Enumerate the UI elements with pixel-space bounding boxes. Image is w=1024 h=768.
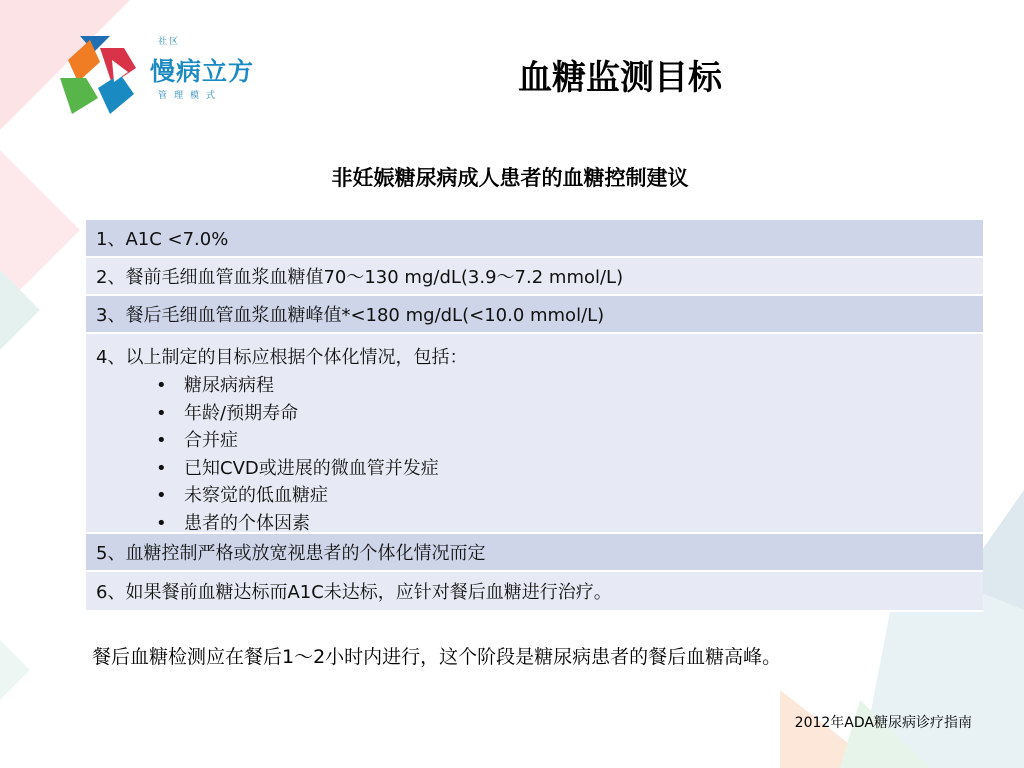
list-item: • 患者的个体因素	[156, 510, 439, 538]
logo-sub-text: 管理模式	[158, 91, 223, 101]
row-text: 2、餐前毛细血管血浆血糖值70～130 mg/dL(3.9～7.2 mmol/L)	[96, 267, 624, 288]
list-item: • 已知CVD或进展的微血管并发症	[156, 455, 439, 483]
row-text: 5、血糖控制严格或放宽视患者的个体化情况而定	[96, 543, 486, 564]
row-text: 1、A1C <7.0%	[96, 229, 229, 250]
logo-main-text: 慢病立方	[150, 57, 255, 86]
table-row	[86, 534, 983, 572]
table-row	[86, 334, 983, 534]
list-item: • 未察觉的低血糖症	[156, 482, 439, 510]
table-row	[86, 296, 983, 334]
list-item: • 合并症	[156, 427, 439, 455]
table-row	[86, 258, 983, 296]
row-text: 6、如果餐前血糖达标而A1C未达标，应针对餐后血糖进行治疗。	[96, 582, 612, 603]
recommendation-table	[86, 220, 983, 612]
page-title: 血糖监测目标	[518, 58, 722, 98]
footnote: 餐后血糖检测应在餐后1～2小时内进行，这个阶段是糖尿病患者的餐后血糖高峰。	[92, 646, 782, 668]
table-row	[86, 220, 983, 258]
logo-top-text: 社区	[158, 37, 181, 47]
list-item: • 年龄/预期寿命	[156, 400, 439, 428]
row-text: 4、以上制定的目标应根据个体化情况，包括：	[96, 347, 468, 368]
factor-list	[96, 372, 439, 537]
row-text: 3、餐后毛细血管血浆血糖峰值*<180 mg/dL(<10.0 mmol/L)	[96, 305, 605, 326]
list-item: • 糖尿病病程	[156, 372, 439, 400]
page-subtitle: 非妊娠糖尿病成人患者的血糖控制建议	[331, 166, 689, 190]
source-citation: 2012年ADA糖尿病诊疗指南	[794, 715, 972, 731]
table-row	[86, 572, 983, 612]
